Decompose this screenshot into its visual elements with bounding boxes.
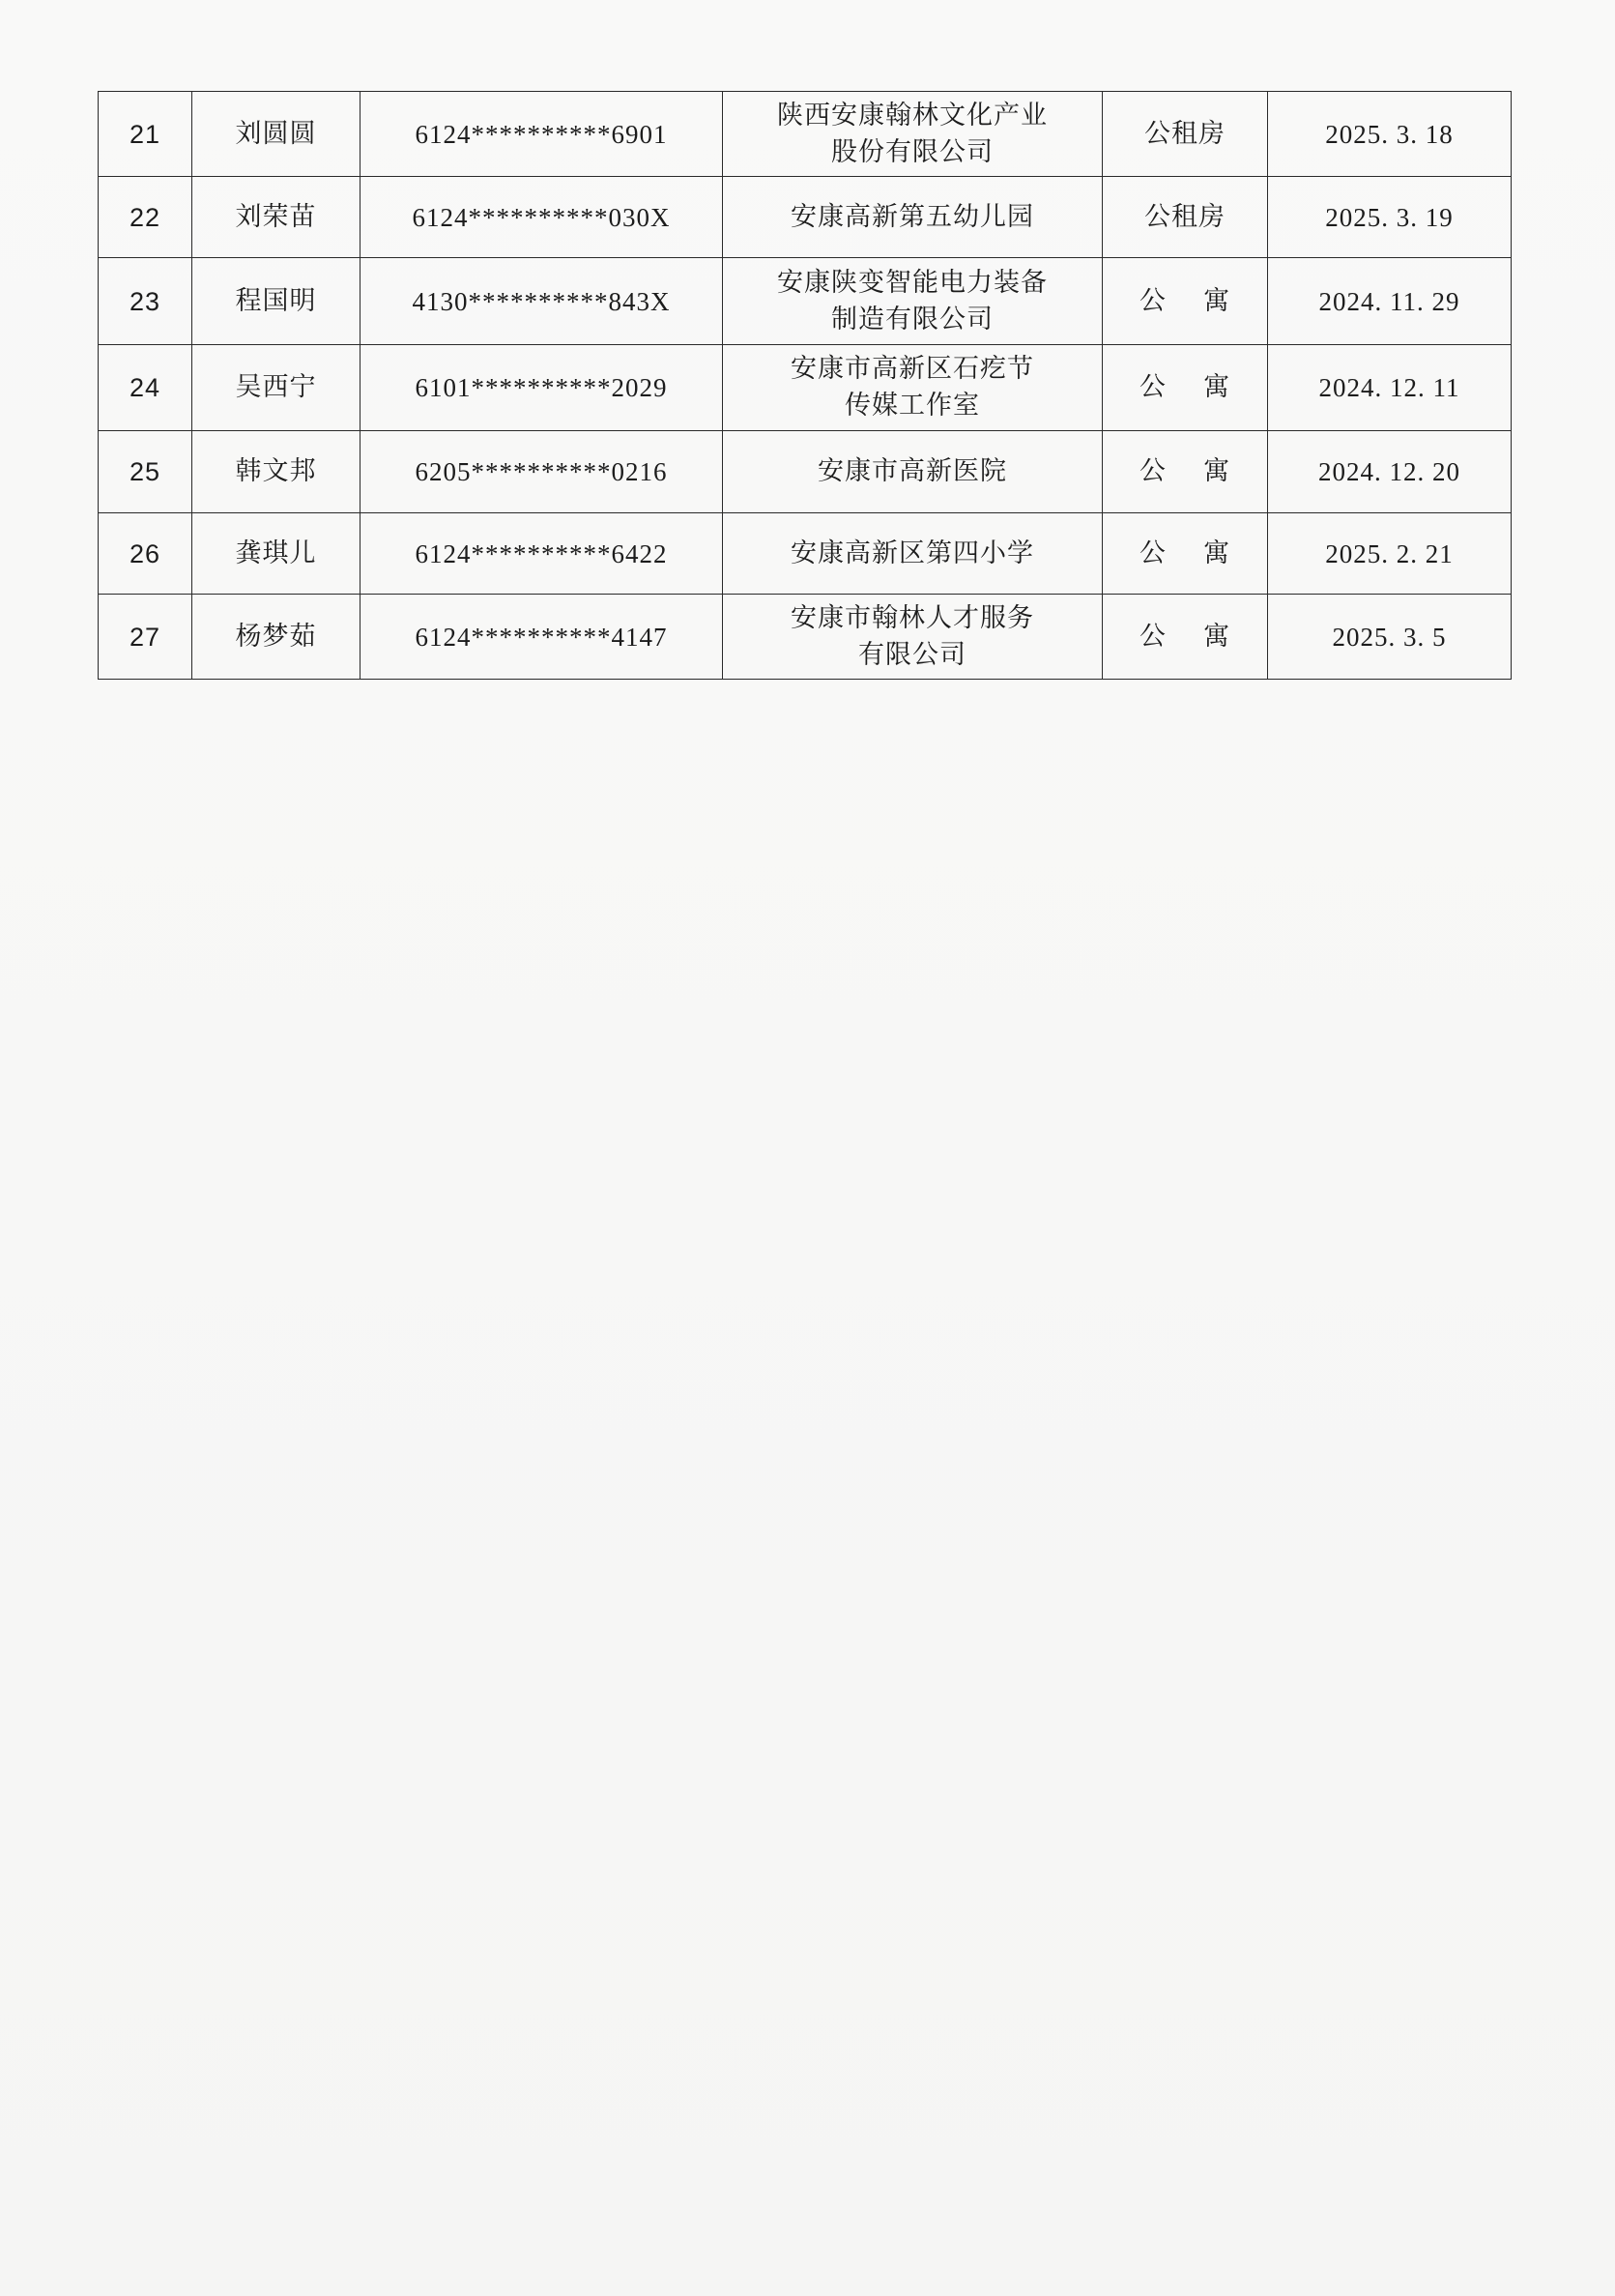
row-number: 26 [99, 513, 192, 595]
row-number: 25 [99, 431, 192, 513]
employer-unit [723, 431, 1103, 513]
employer-unit [723, 513, 1103, 595]
employer-line: 传媒工作室 [845, 391, 980, 421]
employer-line: 安康市翰林人才服务 [791, 602, 1034, 633]
person-name: 韩文邦 [192, 431, 360, 513]
employer-line: 股份有限公司 [831, 136, 994, 167]
row-number: 21 [99, 92, 192, 177]
employer-unit [723, 92, 1103, 177]
table-row [99, 431, 1512, 513]
employer-line: 安康高新区第四小学 [791, 538, 1034, 568]
employer-unit [723, 595, 1103, 680]
id-number: 6124**********6901 [360, 92, 723, 177]
id-number: 6205**********0216 [360, 431, 723, 513]
person-name: 程国明 [192, 258, 360, 345]
person-name: 龚琪儿 [192, 513, 360, 595]
table-row [99, 345, 1512, 431]
id-number: 6124**********030X [360, 177, 723, 258]
housing-type: 公 寓 [1103, 345, 1268, 431]
date: 2024. 11. 29 [1268, 258, 1512, 345]
employer-line: 有限公司 [858, 639, 966, 670]
housing-type: 公 寓 [1103, 258, 1268, 345]
row-number: 22 [99, 177, 192, 258]
date: 2025. 3. 19 [1268, 177, 1512, 258]
id-number: 6124**********4147 [360, 595, 723, 680]
person-name: 刘荣苗 [192, 177, 360, 258]
id-number: 4130**********843X [360, 258, 723, 345]
employer-unit [723, 258, 1103, 345]
person-name: 吴西宁 [192, 345, 360, 431]
table-row [99, 258, 1512, 345]
table-row [99, 177, 1512, 258]
employer-line: 陕西安康翰林文化产业 [777, 100, 1048, 131]
employer-line: 安康高新第五幼儿园 [791, 201, 1034, 232]
housing-type: 公租房 [1103, 177, 1268, 258]
id-number: 6124**********6422 [360, 513, 723, 595]
employer-line: 安康陕变智能电力装备 [777, 267, 1048, 298]
housing-type: 公 寓 [1103, 595, 1268, 680]
date: 2024. 12. 11 [1268, 345, 1512, 431]
housing-type: 公 寓 [1103, 513, 1268, 595]
date: 2025. 2. 21 [1268, 513, 1512, 595]
row-number: 23 [99, 258, 192, 345]
table-row [99, 595, 1512, 680]
date: 2024. 12. 20 [1268, 431, 1512, 513]
row-number: 24 [99, 345, 192, 431]
table-row [99, 92, 1512, 177]
date: 2025. 3. 18 [1268, 92, 1512, 177]
housing-type: 公 寓 [1103, 431, 1268, 513]
id-number: 6101**********2029 [360, 345, 723, 431]
employer-line: 安康市高新医院 [818, 456, 1007, 486]
date: 2025. 3. 5 [1268, 595, 1512, 680]
row-number: 27 [99, 595, 192, 680]
employer-unit [723, 345, 1103, 431]
person-name: 刘圆圆 [192, 92, 360, 177]
employer-line: 安康市高新区石疙节 [791, 354, 1034, 384]
employer-line: 制造有限公司 [831, 304, 994, 334]
table-row [99, 513, 1512, 595]
recipient-table [98, 91, 1512, 680]
person-name: 杨梦茹 [192, 595, 360, 680]
housing-type: 公租房 [1103, 92, 1268, 177]
employer-unit [723, 177, 1103, 258]
